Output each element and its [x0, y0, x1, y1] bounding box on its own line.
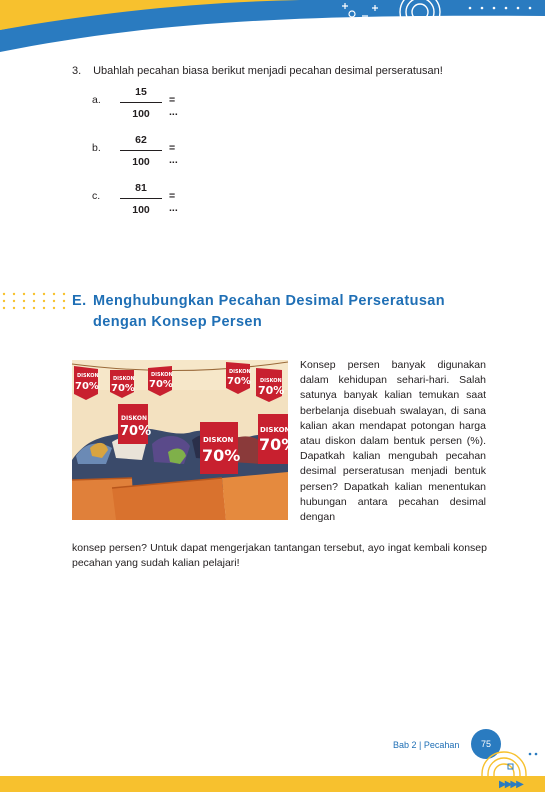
fraction-bar — [120, 150, 162, 151]
svg-text:DISKON: DISKON — [121, 415, 148, 422]
chapter-label: Bab 2 | Pecahan — [393, 740, 460, 750]
answer-blank: = ... — [169, 94, 178, 118]
question-number: 3. — [72, 65, 82, 77]
discount-clothes-illustration — [72, 360, 298, 520]
item-letter: a. — [92, 94, 101, 106]
numerator: 15 — [135, 86, 147, 98]
svg-text:70%: 70% — [259, 435, 298, 454]
numerator: 62 — [135, 134, 147, 146]
item-letter: b. — [92, 142, 101, 154]
question-prompt: Ubahlah pecahan biasa berikut menjadi pecahan desimal perseratusan! — [93, 65, 443, 77]
question-3 — [72, 65, 443, 77]
svg-text:70%: 70% — [202, 446, 241, 465]
svg-text:70%: 70% — [149, 379, 173, 390]
svg-text:DISKON: DISKON — [260, 378, 282, 384]
bottom-band — [0, 776, 545, 792]
item-letter: c. — [92, 190, 101, 202]
svg-text:DISKON: DISKON — [77, 373, 99, 379]
fraction — [120, 182, 162, 216]
svg-text:DISKON: DISKON — [151, 372, 173, 378]
answer-blank: = ... — [169, 142, 178, 166]
svg-text:70%: 70% — [111, 383, 135, 394]
body-paragraph: Konsep persen banyak digunakan dalam kehidupan sehari-hari. Salah satunya banyak kalian temukan saat berbelanja disebuah swalayan, di sana kalian akan mendapat potongan harga atau diskon dalam bentuk persen (%). Dapatkah kalian mengubah pecahan desimal perseratusan menjadi bentuk persen? Dapatkah kalian menentukan hubungan antara pecahan desimal dengan — [300, 359, 486, 524]
svg-text:70%: 70% — [75, 381, 99, 392]
svg-text:70%: 70% — [120, 424, 152, 439]
fraction-bar — [120, 198, 162, 199]
svg-text:DISKON: DISKON — [203, 436, 234, 444]
section-title-line2: dengan Konsep Persen — [93, 314, 263, 330]
svg-text:70%: 70% — [258, 384, 285, 397]
fraction — [120, 134, 162, 168]
denominator: 100 — [132, 156, 150, 168]
svg-text:DISKON: DISKON — [260, 426, 291, 434]
dot-grid-decoration — [0, 290, 68, 312]
section-title-line1: Menghubungkan Pecahan Desimal Perseratusan — [93, 293, 446, 309]
header-wave-decoration — [0, 0, 545, 60]
section-heading — [72, 291, 445, 333]
svg-text:DISKON: DISKON — [113, 376, 135, 382]
svg-text:DISKON: DISKON — [229, 369, 251, 375]
denominator: 100 — [132, 108, 150, 120]
arrows-icon: ▶▶▶▶ — [499, 779, 522, 790]
numerator: 81 — [135, 182, 147, 194]
denominator: 100 — [132, 204, 150, 216]
section-letter: E. — [72, 293, 87, 309]
body-paragraph-continued: konsep persen? Untuk dapat mengerjakan tantangan tersebut, ayo ingat kembali konsep pecahan yang sudah kalian pelajari! — [72, 542, 487, 570]
page-number: 75 — [471, 729, 501, 759]
fraction-bar — [120, 102, 162, 103]
answer-blank: = ... — [169, 190, 178, 214]
fraction — [120, 86, 162, 120]
svg-text:70%: 70% — [227, 376, 251, 387]
